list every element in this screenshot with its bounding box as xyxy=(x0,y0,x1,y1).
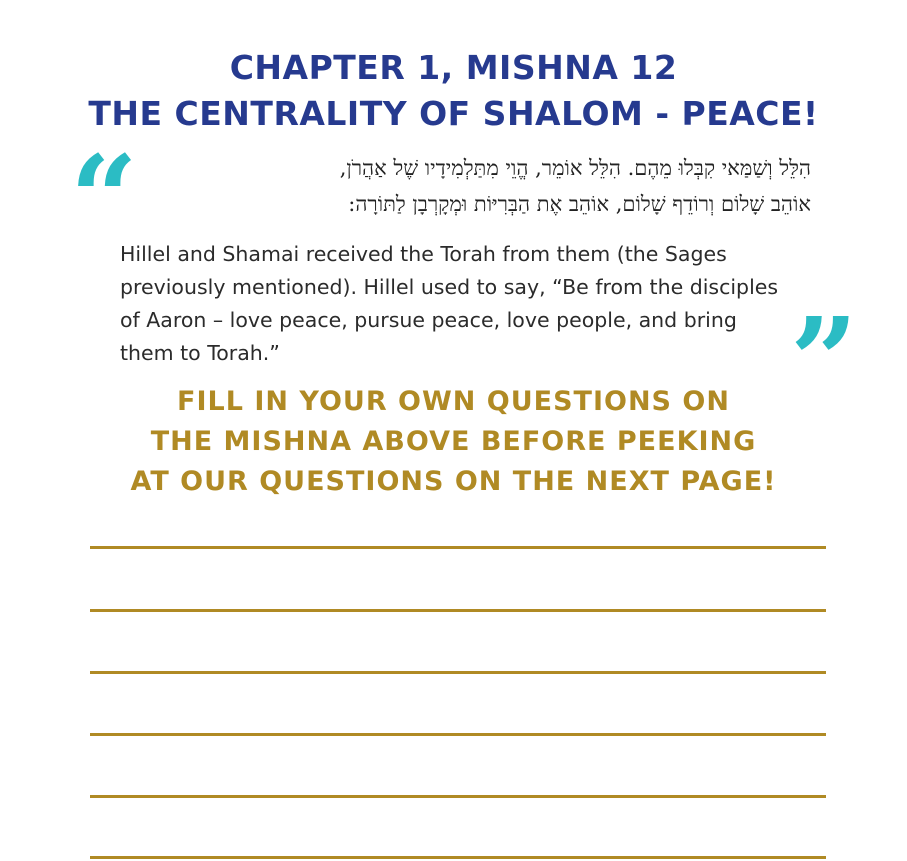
open-quote-icon: “ xyxy=(70,129,138,268)
prompt-line: AT OUR QUESTIONS ON THE NEXT PAGE! xyxy=(130,466,777,497)
answer-line[interactable] xyxy=(90,733,826,736)
answer-line[interactable] xyxy=(90,546,826,549)
chapter-subtitle: THE CENTRALITY OF SHALOM - PEACE! xyxy=(88,94,819,133)
english-line: them to Torah.” xyxy=(120,341,280,365)
english-line: of Aaron – love peace, pursue peace, love people, and bring xyxy=(120,308,737,332)
prompt-line: FILL IN YOUR OWN QUESTIONS ON xyxy=(177,386,730,417)
hebrew-mishna-text xyxy=(121,150,811,222)
answer-line[interactable] xyxy=(90,856,826,859)
english-line: previously mentioned). Hillel used to say, “Be from the disciples xyxy=(120,275,779,299)
answer-line[interactable] xyxy=(90,795,826,798)
chapter-title: CHAPTER 1, MISHNA 12 xyxy=(229,48,678,87)
instruction-prompt xyxy=(0,382,907,502)
hebrew-line: אוֹהֵב שָׁלוֹם וְרוֹדֵף שָׁלוֹם, אוֹהֵב אֶת הַבְּרִיּוֹת וּמְקָרְבָן לַתּוֹרָה: xyxy=(348,192,811,216)
answer-line[interactable] xyxy=(90,671,826,674)
english-translation xyxy=(120,238,800,370)
hebrew-line: הִלֵּל וְשַׁמַּאי קִבְּלוּ מֵהֶם. הִלֵּל אוֹמֵר, הֱוֵי מִתַּלְמִידָיו שֶׁל אַהֲרֹן, xyxy=(339,156,811,180)
answer-line[interactable] xyxy=(90,609,826,612)
prompt-line: THE MISHNA ABOVE BEFORE PEEKING xyxy=(150,426,757,457)
english-line: Hillel and Shamai received the Torah from them (the Sages xyxy=(120,242,727,266)
close-quote-icon: ” xyxy=(790,291,858,430)
